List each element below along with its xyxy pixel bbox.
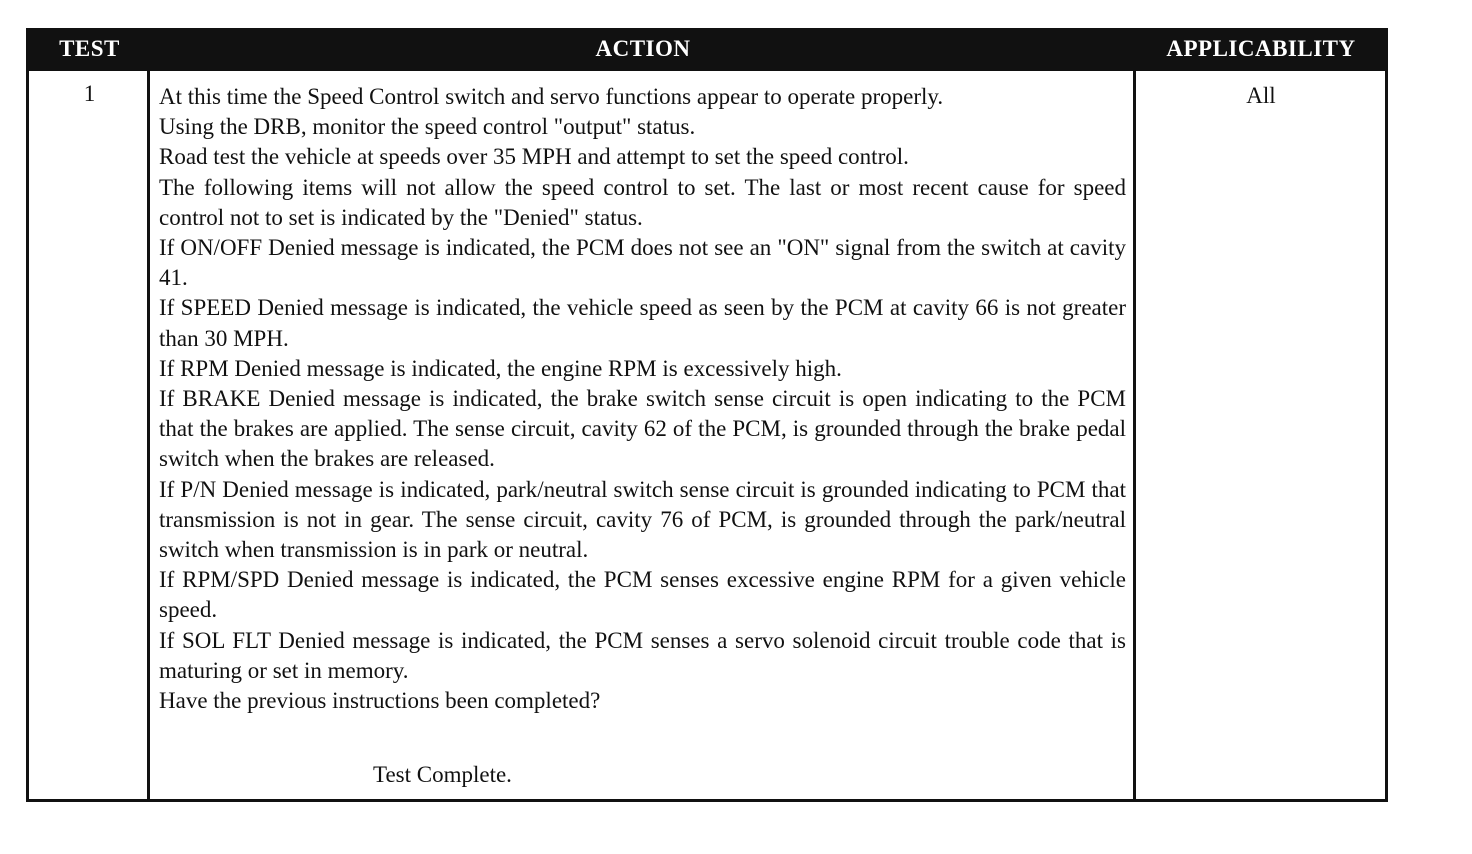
action-paragraph: If P/N Denied message is indicated, park/neutral switch sense circuit is grounded indicating to PCM that transmission is not in gear. The sense circuit, cavity 76 of PCM, is grounded through the park/neutral switch when transmission is in park or neutral. xyxy=(159,476,1126,563)
action-paragraph: Road test the vehicle at speeds over 35 MPH and attempt to set the speed control. xyxy=(159,144,909,170)
action-paragraph: The following items will not allow the speed control to set. The last or most recent cause for speed control not to set is indicated by the "Denied" status. xyxy=(159,174,1126,230)
test-result: Test Complete. xyxy=(373,762,512,787)
applicability-value: All xyxy=(1246,83,1276,108)
action-paragraph: If RPM/SPD Denied message is indicated, the PCM senses excessive engine RPM for a given vehicle speed. xyxy=(159,567,1126,623)
action-paragraph: If SOL FLT Denied message is indicated, the PCM senses a servo solenoid circuit trouble code that is maturing or set in memory. xyxy=(159,627,1126,683)
column-divider-test-action xyxy=(147,71,150,799)
column-divider-action-applicability xyxy=(1133,71,1136,799)
action-paragraph: Using the DRB, monitor the speed control "output" status. xyxy=(159,114,696,140)
action-paragraph: If SPEED Denied message is indicated, the vehicle speed as seen by the PCM at cavity 66 is not greater than 30 MPH. xyxy=(159,295,1126,351)
action-paragraph: Have the previous instructions been completed? xyxy=(159,688,601,714)
test-number: 1 xyxy=(83,81,96,106)
header-action: ACTION xyxy=(595,36,691,61)
action-paragraph: If BRAKE Denied message is indicated, the brake switch sense circuit is open indicating to the PCM that the brakes are applied. The sense circuit, cavity 62 of the PCM, is grounded through the brake pedal switch when the brakes are released. xyxy=(159,386,1126,472)
action-paragraph: At this time the Speed Control switch and servo functions appear to operate properly. xyxy=(159,84,944,109)
action-paragraph: If RPM Denied message is indicated, the engine RPM is excessively high. xyxy=(159,355,842,381)
diagnostic-table xyxy=(26,28,1388,802)
action-paragraph: If ON/OFF Denied message is indicated, the PCM does not see an "ON" signal from the switch at cavity 41. xyxy=(159,235,1126,291)
action-text xyxy=(159,82,1126,716)
header-applicability: APPLICABILITY xyxy=(1166,36,1356,61)
header-test: TEST xyxy=(59,36,120,61)
table-header-row xyxy=(29,31,1385,71)
